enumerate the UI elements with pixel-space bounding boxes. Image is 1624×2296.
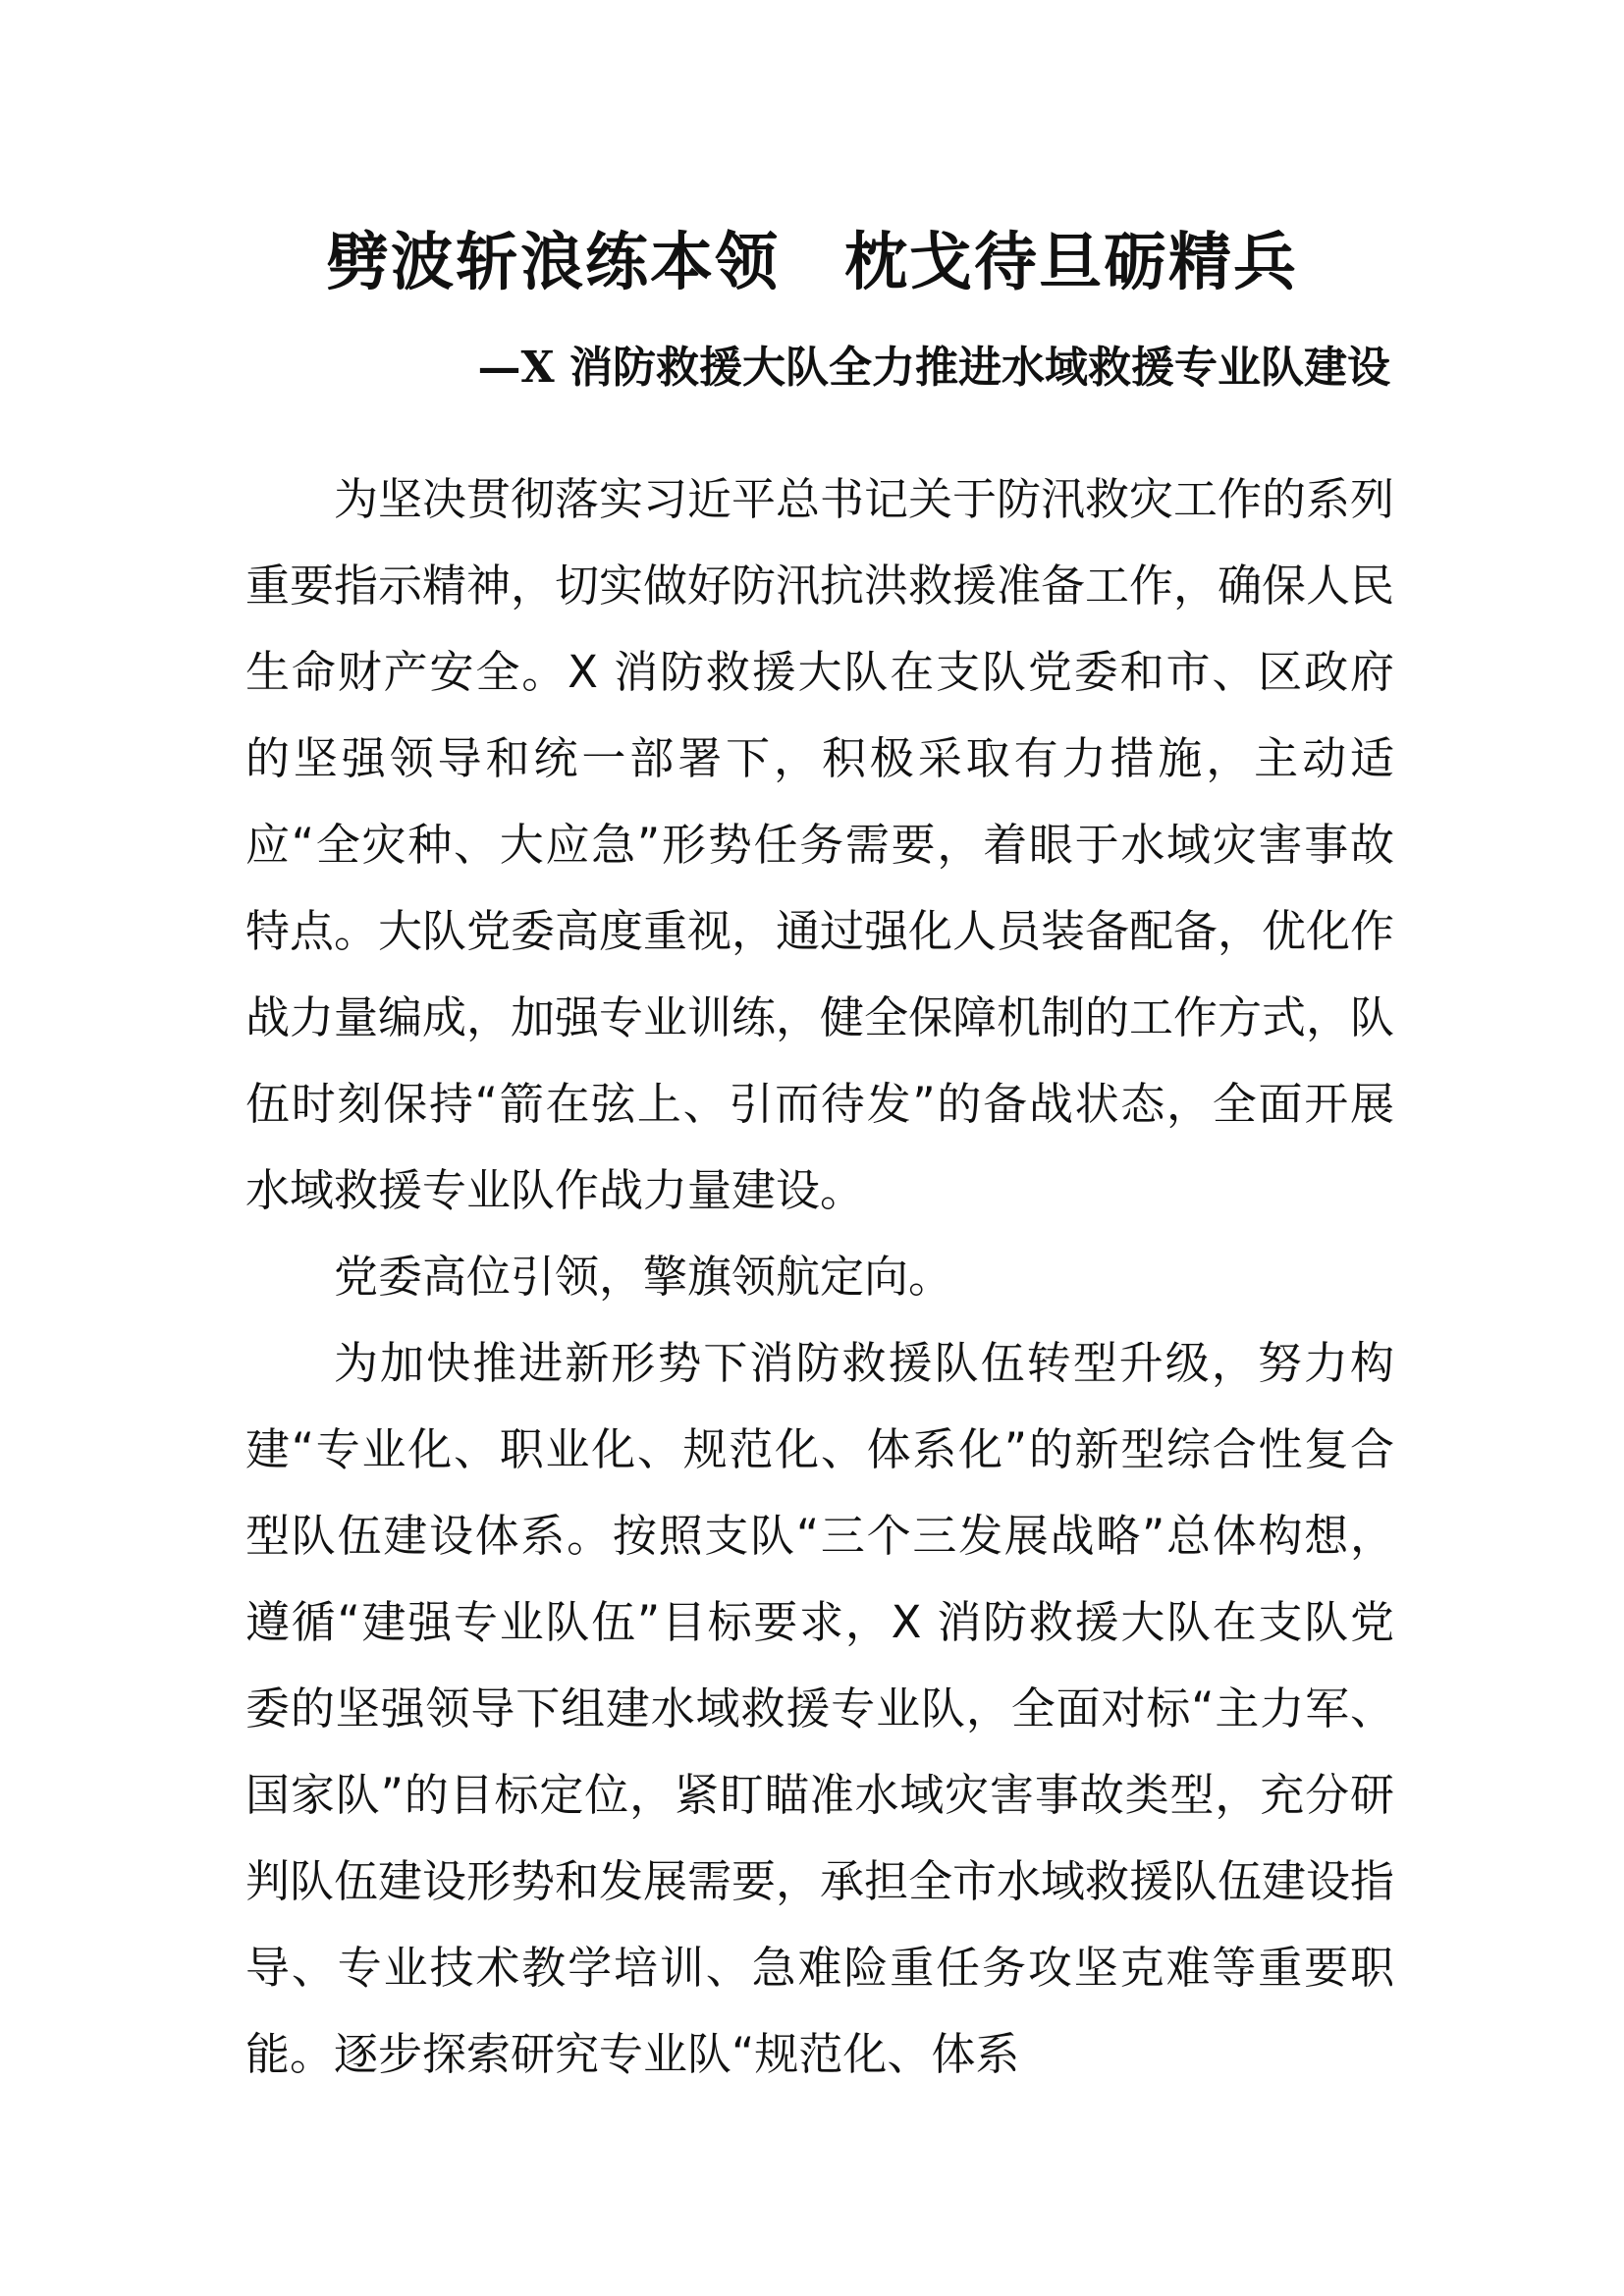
document-title: 劈波斩浪练本领 枕戈待旦砺精兵 — [326, 226, 1298, 299]
document-body — [245, 456, 1394, 2098]
section-heading: 党委高位引领，擎旗领航定向。 — [334, 1251, 953, 1303]
paragraph-section-1: 为加快推进新形势下消防救援队伍转型升级，努力构建“专业化、职业化、规范化、体系化”的新型综合性复合型队伍建设体系。按照支队“三个三发展战略”总体构想，遵循“建强专业队伍”目标要求，X 消防救援大队在支队党委的坚强领导下组建水域救援专业队，全面对标“主力军、国家队”的目标定位，紧盯瞄准水域灾害事故类型，充分研判队伍建设形势和发展需要，承担全市水域救援队伍建设指导、专业技术教学培训、急难险重任务攻坚克难等重要职能。逐步探索研究专业队“规范化、体系 — [245, 1337, 1395, 2080]
document-subtitle: —X 消防救援大队全力推进水域救援专业队建设 — [477, 343, 1390, 393]
paragraph-intro: 为坚决贯彻落实习近平总书记关于防汛救灾工作的系列重要指示精神，切实做好防汛抗洪救援准备工作，确保人民生命财产安全。X 消防救援大队在支队党委和市、区政府的坚强领导和统一部署下，积极采取有力措施，主动适应“全灾种、大应急”形势任务需要，着眼于水域灾害事故特点。大队党委高度重视，通过强化人员装备配备，优化作战力量编成，加强专业训练，健全保障机制的工作方式，队伍时刻保持“箭在弦上、引而待发”的备战状态，全面开展水域救援专业队作战力量建设。 — [245, 473, 1395, 1216]
